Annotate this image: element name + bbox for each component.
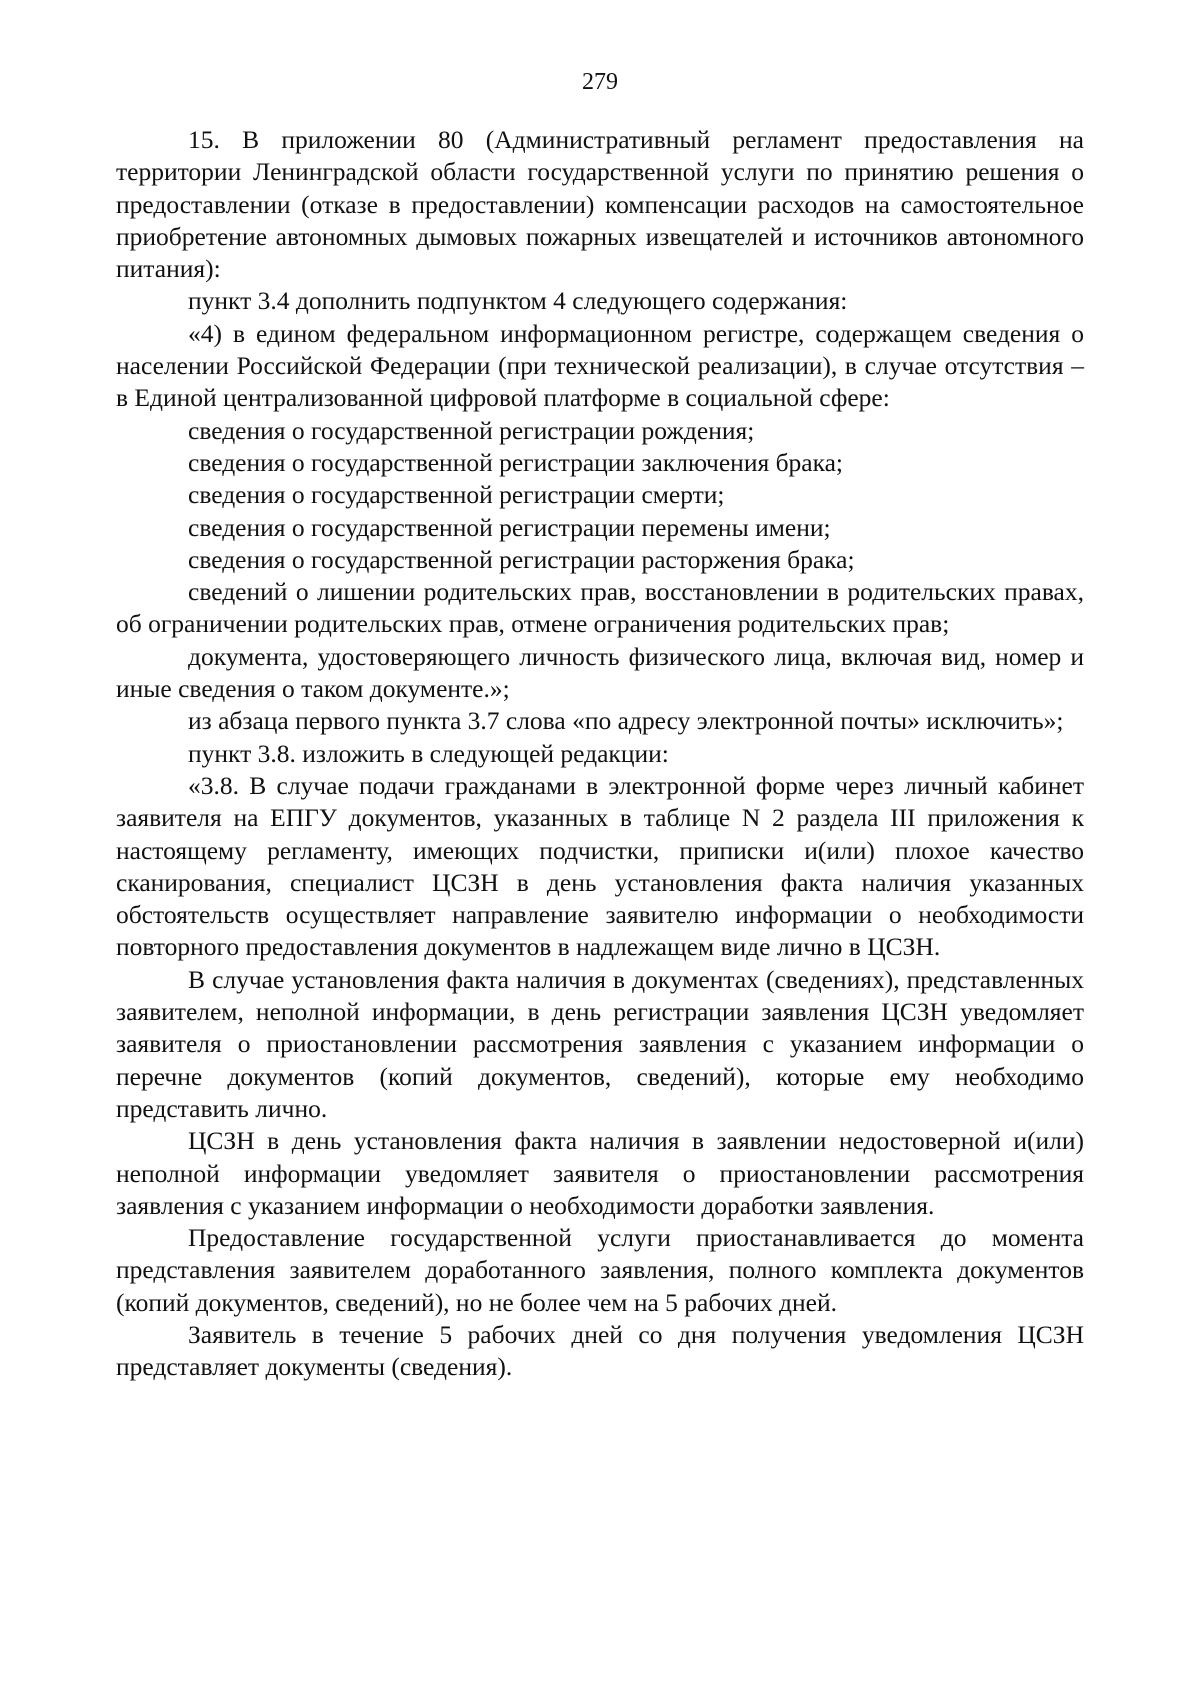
- paragraph: сведения о государственной регистрации перемены имени;: [188, 512, 831, 542]
- paragraph: из абзаца первого пункта 3.7 слова «по адресу электронной почты» исключить»;: [188, 706, 1064, 736]
- paragraph: сведения о государственной регистрации расторжения брака;: [188, 544, 855, 574]
- paragraph: пункт 3.8. изложить в следующей редакции:: [188, 738, 669, 768]
- paragraph: Заявитель в течение 5 рабочих дней со дня получения уведомления ЦСЗН представляет документы (сведения).: [116, 1319, 1084, 1382]
- paragraph: «4) в едином федеральном информационном регистре, содержащем сведения о населении Российской Федерации (при технической реализации), в случае отсутствия – в Единой централизованной цифровой платформе в социальной сфере:: [116, 318, 1084, 413]
- paragraph: сведений о лишении родительских прав, восстановлении в родительских правах, об ограничении родительских прав, отмене ограничения родительских прав;: [116, 577, 1084, 639]
- paragraph: пункт 3.4 дополнить подпунктом 4 следующего содержания:: [188, 286, 848, 316]
- paragraph: сведения о государственной регистрации смерти;: [188, 480, 725, 510]
- paragraph: сведения о государственной регистрации заключения брака;: [188, 447, 844, 477]
- document-body: [116, 124, 1084, 1384]
- paragraph: 15. В приложении 80 (Административный регламент предоставления на территории Ленинградской области государственной услуги по принятию решения о предоставлении (отказе в предоставлении) компенсации расходов на самостоятельное приобретение автономных дымовых пожарных извещателей и источников автономного питания):: [116, 125, 1084, 284]
- page-number: 279: [582, 69, 618, 95]
- paragraph: документа, удостоверяющего личность физического лица, включая вид, номер и иные сведения о таком документе.»;: [116, 641, 1084, 704]
- paragraph: В случае установления факта наличия в документах (сведениях), представленных заявителем, неполной информации, в день регистрации заявления ЦСЗН уведомляет заявителя о приостановлении рассмотрения заявления с указанием информации о перечне документов (копий документов, сведений), которые ему необходимо представить лично.: [116, 964, 1084, 1123]
- paragraph: ЦСЗН в день установления факта наличия в заявлении недостоверной и(или) неполной информации уведомляет заявителя о приостановлении рассмотрения заявления с указанием информации о необходимости доработки заявления.: [116, 1126, 1084, 1220]
- paragraph: «3.8. В случае подачи гражданами в электронной форме через личный кабинет заявителя на ЕПГУ документов, указанных в таблице N 2 раздела III приложения к настоящему регламенту, имеющих подчистки, приписки и(или) плохое качество сканирования, специалист ЦСЗН в день установления факта наличия указанных обстоятельств осуществляет направление заявителю информации о необходимости повторного предоставления документов в надлежащем виде лично в ЦСЗН.: [116, 770, 1084, 962]
- paragraph: сведения о государственной регистрации рождения;: [188, 415, 755, 445]
- paragraph: Предоставление государственной услуги приостанавливается до момента представления заявителем доработанного заявления, полного комплекта документов (копий документов, сведений), но не более чем на 5 рабочих дней.: [116, 1223, 1084, 1317]
